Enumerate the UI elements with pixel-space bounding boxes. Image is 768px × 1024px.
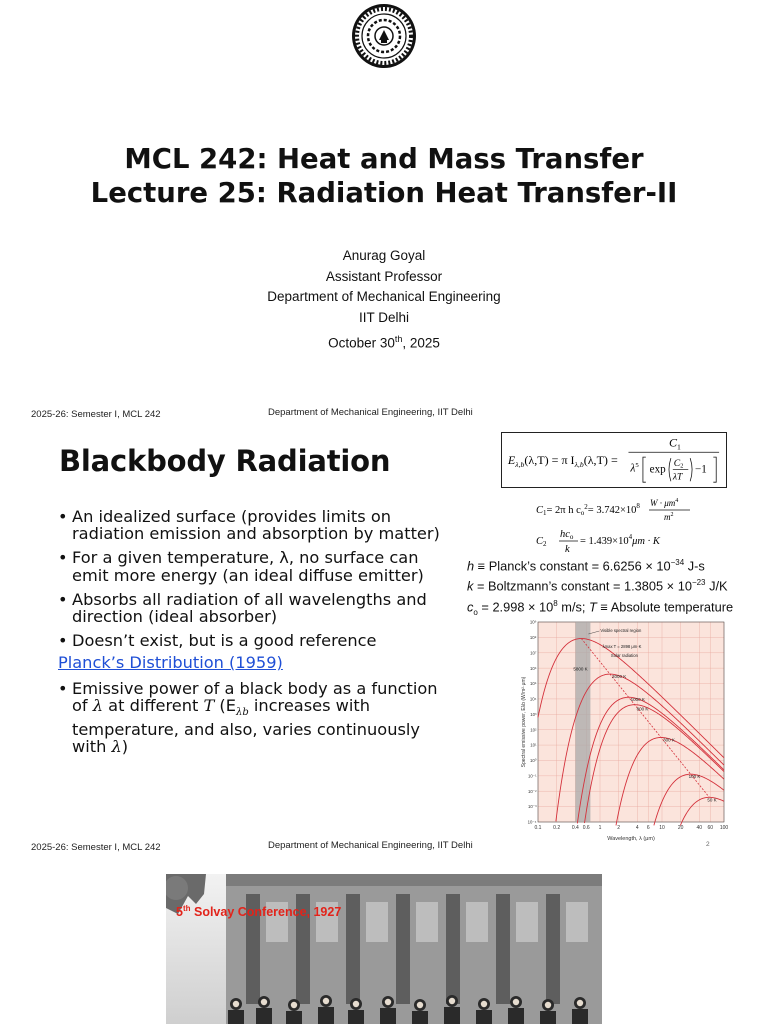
y-tick-label: 10⁻³ xyxy=(528,804,537,810)
footer-left-2: 2025-26: Semester I, MCL 242 xyxy=(31,842,161,853)
lecture-title xyxy=(0,142,768,210)
svg-text:C1: $C_1$ xyxy=(668,435,681,452)
y-tick-label: 10⁰ xyxy=(529,758,537,764)
bullet-item: • Doesn’t exist, but is a good reference xyxy=(58,632,453,649)
y-tick-label: 10⁸ xyxy=(529,634,537,640)
x-tick-label: 1 xyxy=(598,825,602,831)
lecture-subtitle: Lecture 25: Radiation Heat Transfer-II xyxy=(90,177,678,209)
y-tick-label: 10⁻¹ xyxy=(528,773,537,779)
bullet-item: • Absorbs all radiation of all wavelengths and direction (ideal absorber) xyxy=(58,591,453,625)
course-title: MCL 242: Heat and Mass Transfer xyxy=(124,143,644,175)
y-axis-label: Spectral emissive power, Eλb (W/m²·μm) xyxy=(521,676,527,768)
y-tick-label: 10⁹ xyxy=(529,619,537,625)
footer-center-2: Department of Mechanical Engineering, IIT Delhi xyxy=(268,840,473,851)
footer-left-1: 2025-26: Semester I, MCL 242 xyxy=(31,409,161,420)
x-tick-label: 2 xyxy=(617,825,621,831)
x-tick-label: 0.4 xyxy=(571,825,579,831)
svg-text:Eλ,b(λ,T) = π Iλ,b(λ,T) =: $E_{\lambda,b}(\lambda,T) = \pi$ $I_{\lambda,b}(\lambda,T)$ = xyxy=(507,452,618,469)
x-tick-label: 0.6 xyxy=(582,825,590,831)
y-tick-label: 10¹ xyxy=(530,742,537,748)
x-tick-label: 10 xyxy=(659,825,665,831)
series-label: 1000 K xyxy=(630,697,645,703)
x-tick-label: 20 xyxy=(677,825,684,831)
footer-center-1: Department of Mechanical Engineering, IIT Delhi xyxy=(268,407,473,418)
solvay-conference-photo xyxy=(166,874,602,1024)
y-tick-label: 10⁻² xyxy=(528,788,537,794)
svg-text:C1= 2π h co2= 3.742×108: C1= 2π h $co^2= 3.742\times 10^8$ xyxy=(536,502,640,517)
x-tick-label: 0.2 xyxy=(553,825,561,831)
svg-text:λT: λT xyxy=(672,471,683,483)
y-tick-label: 10⁶ xyxy=(529,665,537,671)
svg-text:exp: exp xyxy=(649,463,666,476)
x-tick-label: 6 xyxy=(646,825,650,831)
author-position: Assistant Professor xyxy=(325,268,443,284)
x-tick-label: 60 xyxy=(707,825,714,831)
y-tick-label: 10⁷ xyxy=(530,650,537,656)
boltzmann-constant: k = Boltzmann’s constant = $1.3805 \times 10^{-23}$ J/K xyxy=(467,578,728,594)
y-tick-label: 10³ xyxy=(530,711,537,717)
page-number: 2 xyxy=(706,841,710,848)
x-tick-label: 40 xyxy=(696,825,703,831)
author-name: Anurag Goyal xyxy=(342,248,426,263)
y-tick-label: 10⁴ xyxy=(529,696,537,702)
speed-of-light: $c_o = 2.998 \times 10^8$ m/s; T ≡ Absolute temperature xyxy=(467,598,734,617)
series-label: 2000 K xyxy=(611,674,627,680)
slide-title: Blackbody Radiation xyxy=(59,444,391,478)
lecture-date: October 30th, 2025 xyxy=(328,333,440,351)
chart-annotation: λmax T = 2898 μm·K xyxy=(602,644,642,649)
x-tick-label: 0.1 xyxy=(534,825,542,831)
physical-constants xyxy=(467,554,733,620)
svg-text:C2: C2 xyxy=(536,536,547,548)
svg-text:hco: hco xyxy=(560,529,574,541)
bullet-item: • An idealized surface (provides limits on radiation emission and absorption by matter) xyxy=(58,508,453,542)
x-axis-label: Wavelength, λ (μm) xyxy=(607,836,655,842)
chart-annotation: Visible spectral region xyxy=(600,628,642,633)
planck-equation xyxy=(501,432,727,488)
svg-text:C2: $C_2$ xyxy=(673,457,684,470)
svg-text:k: k xyxy=(565,544,570,555)
x-tick-label: 100 xyxy=(719,825,728,831)
bullet-item: • For a given temperature, λ, no surface can emit more energy (an ideal diffuse emitter) xyxy=(58,549,453,583)
bullet-list xyxy=(58,508,453,763)
x-tick-label: 4 xyxy=(635,825,639,831)
solvay-slide xyxy=(0,872,768,1024)
author-block xyxy=(0,246,768,354)
bullet-item: • Emissive power of a black body as a function of λ at different T ($E_{\lambda b}$ increases with temperature, and also, varies continuously with λ) xyxy=(58,680,453,756)
series-label: 100 K xyxy=(688,774,701,780)
y-tick-label: 10⁻⁴ xyxy=(527,819,537,825)
svg-text:W · μm4: $W \cdot \mu m^4$ xyxy=(650,498,679,508)
series-label: 5800 K xyxy=(573,666,588,672)
y-tick-label: 10⁵ xyxy=(529,681,537,687)
radiation-constants-equations xyxy=(534,496,704,556)
series-label: 800 K xyxy=(636,706,649,712)
visible-region-band xyxy=(575,622,590,822)
planck-constant: h ≡ Planck’s constant = $6.6256 \times 10^{-34}$ J-s xyxy=(467,558,705,574)
y-tick-label: 10² xyxy=(530,727,537,733)
author-department: Department of Mechanical Engineering xyxy=(267,289,501,305)
plancks-distribution-link[interactable]: Planck’s Distribution (1959) xyxy=(58,653,283,673)
series-label: 50 K xyxy=(707,797,717,803)
svg-text:m2: $m^2$ xyxy=(664,512,674,522)
chart-annotation: Solar radiation xyxy=(610,653,638,658)
series-label: 300 K xyxy=(663,737,675,743)
author-institute: IIT Delhi xyxy=(358,310,410,326)
svg-text:= 1.439×104μm · K: = $1.439\times 10^4\mu m \cdot K$ xyxy=(580,533,660,547)
planck-distribution-chart xyxy=(518,618,728,848)
title-slide xyxy=(0,0,768,400)
solvay-caption: 5th Solvay Conference, 1927 xyxy=(176,904,342,920)
iit-delhi-logo xyxy=(350,2,418,70)
svg-text:−1: −1 xyxy=(695,463,707,476)
chart-plot-area xyxy=(538,622,724,822)
svg-text:λ5: $\lambda^5$ xyxy=(630,461,639,475)
blackbody-slide xyxy=(0,422,768,852)
